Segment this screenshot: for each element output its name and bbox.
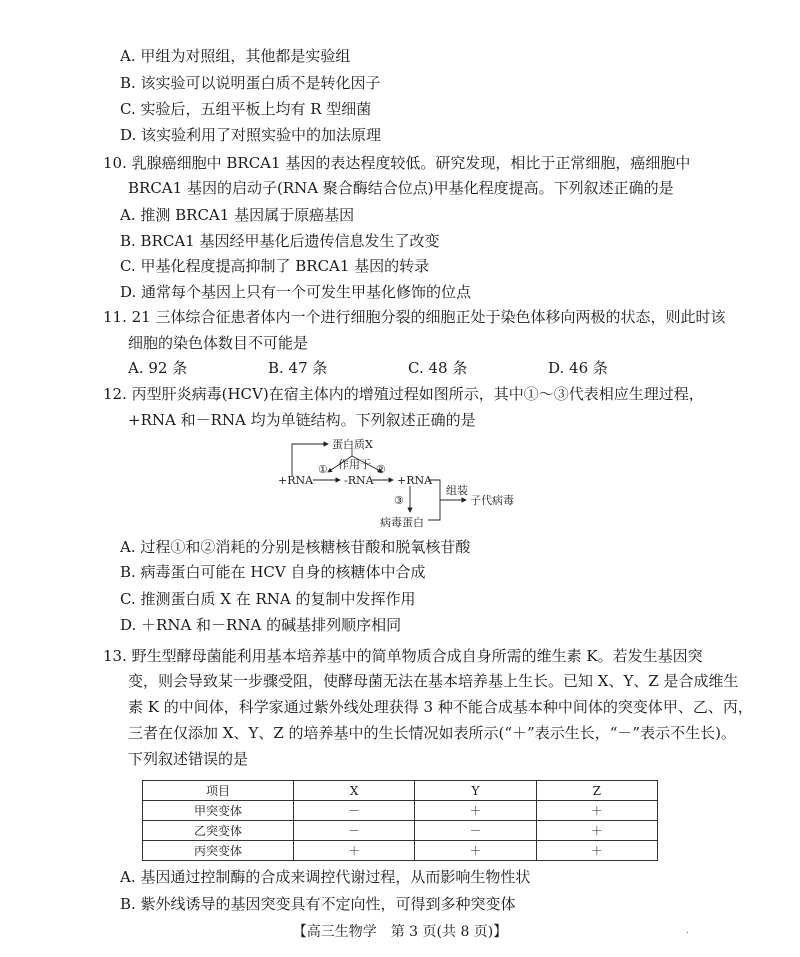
q13-stem-line1: 13. 野生型酵母菌能利用基本培养基中的简单物质合成自身所需的维生素 K。若发生基因突 [103,647,703,665]
acts-on-label: 作用于 [338,458,371,471]
q12-option-b: B. 病毒蛋白可能在 HCV 自身的核糖体中合成 [120,563,426,581]
q10-option-a: A. 推测 BRCA1 基因属于原癌基因 [120,206,355,224]
protein-x-label: 蛋白质X [332,438,373,451]
table-cell: ＋ [415,801,536,821]
page-footer: 【高三生物学 第 3 页(共 8 页)】 [292,924,508,940]
table-cell: 甲突变体 [143,801,294,821]
q11-stem-line1: 11. 21 三体综合征患者体内一个进行细胞分裂的细胞正处于染色体移向两极的状态，则此时该 [103,308,726,326]
table-header-cell: Z [536,781,657,801]
step1-label: ① [318,463,328,476]
plus-rna-left-label: +RNA [278,474,314,487]
q12-stem-line1: 12. 丙型肝炎病毒(HCV)在宿主体内的增殖过程如图所示，其中①～③代表相应生理过程， [103,385,704,403]
q13-option-a: A. 基因通过控制酶的合成来调控代谢过程，从而影响生物性状 [120,868,531,886]
assembly-label: 组装 [446,484,468,497]
table-cell: ＋ [415,841,536,861]
q10-stem-line2: BRCA1 基因的启动子(RNA 聚合酶结合位点)甲基化程度提高。下列叙述正确的是 [128,179,674,197]
q13-stem-line4: 三者在仅添加 X、Y、Z 的培养基中的生长情况如表所示(“＋”表示生长，“－”表示不生长)。 [128,724,736,742]
q11-options [128,357,688,379]
table-cell: 丙突变体 [143,841,294,861]
table-row [143,821,658,841]
q12-option-d: D. ＋RNA 和－RNA 的碱基排列顺序相同 [120,616,402,634]
q13-stem-line3: 素 K 的中间体，科学家通过紫外线处理获得 3 种不能合成基本种中间体的突变体甲、乙、丙， [128,698,753,716]
q10-option-b: B. BRCA1 基因经甲基化后遗传信息发生了改变 [120,232,440,250]
viral-protein-label: 病毒蛋白 [380,516,424,529]
table-header-cell: X [294,781,415,801]
q11-option-c: C. 48 条 [408,359,468,377]
minus-rna-label: -RNA [344,474,374,487]
table-cell: ＋ [536,821,657,841]
table-cell: － [294,821,415,841]
step2-label: ② [376,463,386,476]
progeny-virus-label: 子代病毒 [470,494,514,507]
table-header-cell: 项目 [143,781,294,801]
q11-option-d: D. 46 条 [548,359,608,377]
q11-option-a: A. 92 条 [128,359,188,377]
plus-rna-right-label: +RNA [397,474,433,487]
table-row [143,801,658,821]
table-cell: ＋ [294,841,415,861]
q12-stem-line2: +RNA 和－RNA 均为单链结构。下列叙述正确的是 [128,411,476,429]
q10-stem-line1: 10. 乳腺癌细胞中 BRCA1 基因的表达程度较低。研究发现，相比于正常细胞，癌细胞中 [103,154,691,172]
table-cell: － [415,821,536,841]
q10-option-d: D. 通常每个基因上只有一个可发生甲基化修饰的位点 [120,283,472,301]
table-header-cell: Y [415,781,536,801]
q13-stem-line5: 下列叙述错误的是 [128,750,249,768]
table-cell: ＋ [536,801,657,821]
mutant-growth-table [142,780,658,861]
corner-mark: · [686,928,690,939]
table-row [143,841,658,861]
q10-option-c: C. 甲基化程度提高抑制了 BRCA1 基因的转录 [120,257,430,275]
q11-stem-line2: 细胞的染色体数目不可能是 [128,334,309,352]
table-cell: 乙突变体 [143,821,294,841]
q9-option-a: A. 甲组为对照组，其他都是实验组 [120,47,351,65]
table-cell: ＋ [536,841,657,861]
q9-option-b: B. 该实验可以说明蛋白质不是转化因子 [120,74,381,92]
q9-option-c: C. 实验后，五组平板上均有 R 型细菌 [120,100,372,118]
q12-option-a: A. 过程①和②消耗的分别是核糖核苷酸和脱氧核苷酸 [120,538,471,556]
table-header-row [143,781,658,801]
q9-option-d: D. 该实验利用了对照实验中的加法原理 [120,126,382,144]
q13-option-b: B. 紫外线诱导的基因突变具有不定向性，可得到多种突变体 [120,895,516,913]
q12-option-c: C. 推测蛋白质 X 在 RNA 的复制中发挥作用 [120,590,416,608]
hcv-replication-diagram [270,432,520,532]
table-cell: － [294,801,415,821]
step3-label: ③ [394,494,404,507]
q11-option-b: B. 47 条 [268,359,328,377]
q13-stem-line2: 变，则会导致某一步骤受阻，使酵母菌无法在基本培养基上生长。已知 X、Y、Z 是合成维生 [128,672,739,690]
